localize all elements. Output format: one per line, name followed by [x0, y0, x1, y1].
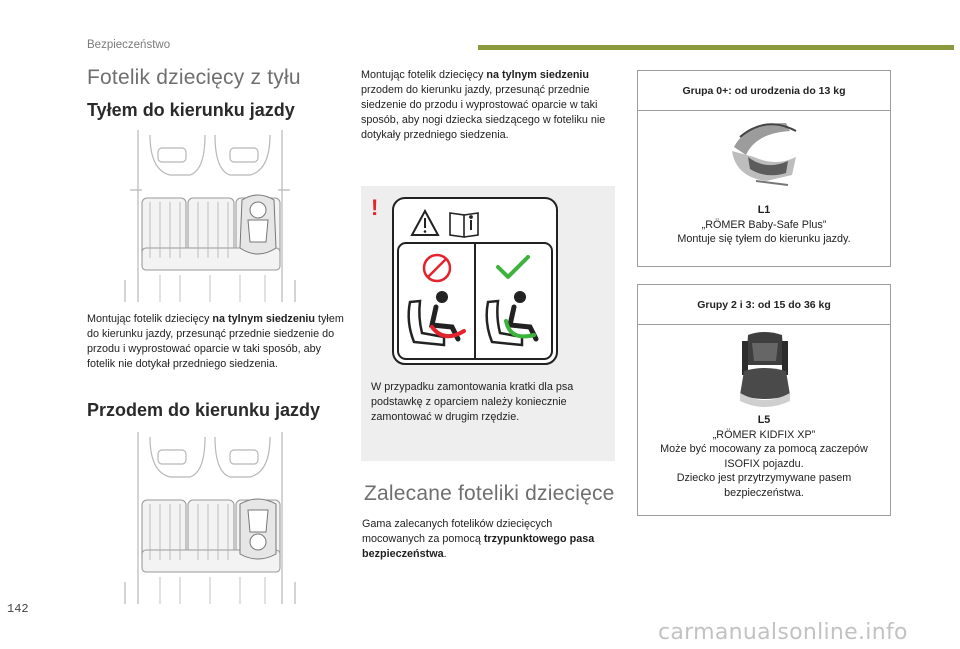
- card-description: L5 „RÖMER KIDFIX XP” Może być mocowany za pomocą zaczepów ISOFIX pojazdu. Dziecko jest przytrzymywane pasem bezpieczeństwa.: [660, 414, 868, 499]
- page-number: 142: [7, 602, 29, 616]
- forward-facing-text: Montując fotelik dziecięcy na tylnym siedzeniu przodem do kierunku jazdy, przesunąć przednie siedzenie do przodu i wyprostować oparcie w taki sposób, aby nogi dziecka siedzącego w foteliku nie dotykały przedniego siedzenia.: [361, 69, 606, 141]
- section-label: Bezpieczeństwo: [87, 39, 171, 51]
- page-title: Fotelik dziecięcy z tyłu: [87, 66, 301, 89]
- card-description: L1 „RÖMER Baby-Safe Plus” Montuje się tyłem do kierunku jazdy.: [677, 204, 851, 245]
- recommended-title: Zalecane foteliki dziecięce: [364, 482, 615, 505]
- warning-text: W przypadku zamontowania kratki dla psa podstawkę z oparciem należy koniecznie zamontować w drugim rzędzie.: [371, 381, 574, 423]
- header-accent-rule: [478, 45, 954, 50]
- rear-facing-car-diagram: [120, 130, 300, 302]
- rear-facing-text: Montując fotelik dziecięcy na tylnym siedzeniu tyłem do kierunku jazdy, przesunąć przednie siedzenie do przodu i wyprostować oparcie w taki sposób, aby fotelik nie dotykał przedniego siedzenia.: [87, 313, 344, 370]
- infant-carrier-image: [726, 117, 804, 189]
- rear-facing-heading: Tyłem do kierunku jazdy: [87, 100, 295, 120]
- watermark: carmanualsonline.info: [658, 620, 908, 645]
- forward-facing-car-diagram: [120, 432, 300, 604]
- forward-facing-heading: Przodem do kierunku jazdy: [87, 400, 321, 420]
- seat-warning-pictogram: [392, 197, 558, 365]
- card-header: Grupa 0+: od urodzenia do 13 kg: [638, 71, 890, 111]
- booster-seat-image: [734, 331, 796, 411]
- child-seat-card-l1: [637, 70, 891, 267]
- warning-exclamation-icon: !: [371, 195, 379, 220]
- card-header: Grupy 2 i 3: od 15 do 36 kg: [638, 285, 890, 325]
- child-seat-card-l5: [637, 284, 891, 516]
- recommended-text: Gama zalecanych fotelików dziecięcych mocowanych za pomocą trzypunktowego pasa bezpieczeństwa.: [362, 518, 595, 560]
